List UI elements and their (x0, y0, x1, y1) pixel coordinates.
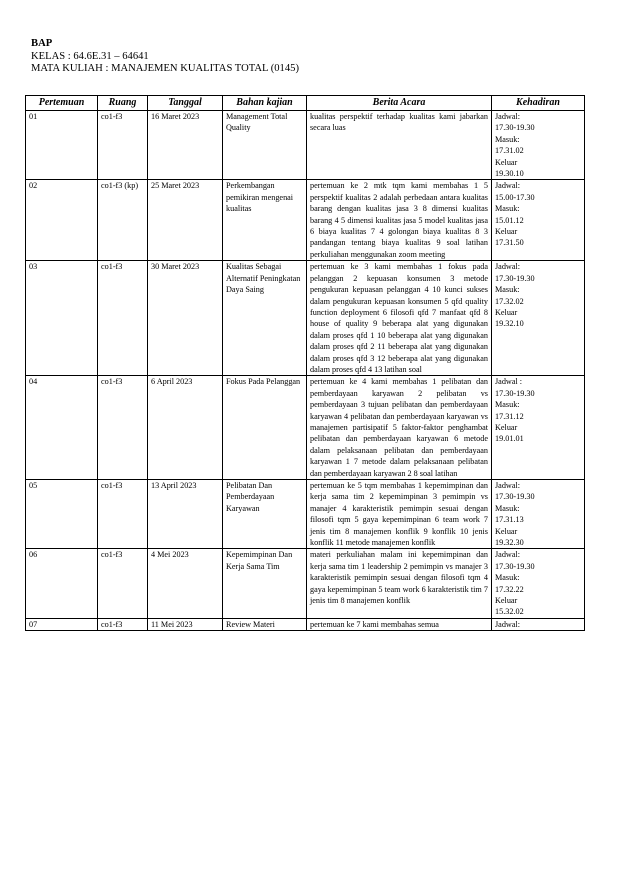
cell-bahan-kajian: Review Materi (223, 618, 307, 630)
cell-bahan-kajian: Pelibatan Dan Pemberdayaan Karyawan (223, 480, 307, 549)
col-header-ruang: Ruang (98, 96, 148, 111)
cell-kehadiran (492, 618, 585, 630)
cell-kehadiran (492, 111, 585, 180)
col-header-bahan-kajian: Bahan kajian (223, 96, 307, 111)
cell-ruang: co1-f3 (98, 480, 148, 549)
table-row (26, 618, 585, 630)
kehadiran-line: 17.31.50 (495, 238, 524, 248)
kehadiran-line: 19.30.10 (495, 169, 524, 179)
document-title: BAP (31, 38, 53, 49)
kehadiran-line: Masuk: (495, 285, 520, 295)
cell-berita-acara: kualitas perspektif terhadap kualitas kami jabarkan secara luas (307, 111, 492, 180)
table-row (26, 480, 585, 549)
cell-pertemuan: 04 (26, 376, 98, 480)
cell-pertemuan: 02 (26, 180, 98, 261)
cell-ruang: co1-f3 (98, 111, 148, 180)
cell-bahan-kajian: Perkembangan pemikiran mengenai kualitas (223, 180, 307, 261)
cell-bahan-kajian: Kualitas Sebagai Alternatif Peningkatan Daya Saing (223, 261, 307, 376)
cell-tanggal: 13 April 2023 (148, 480, 223, 549)
kehadiran-line: 19.32.10 (495, 319, 524, 329)
cell-pertemuan: 05 (26, 480, 98, 549)
cell-ruang: co1-f3 (98, 261, 148, 376)
kehadiran-line: 17.30-19.30 (495, 388, 535, 398)
table-row (26, 376, 585, 480)
cell-bahan-kajian: Management Total Quality (223, 111, 307, 180)
kehadiran-line: 17.32.22 (495, 584, 524, 594)
cell-berita-acara: pertemuan ke 4 kami membahas 1 pelibatan dan pemberdayaan karyawan 2 pelibatan vs pemberdayaan 3 tujuan pelibatan dan pemberdayaan karyawan 4 pelibatan dan pemberdayaan karyawan vs manajemen partisipatif 5 faktor-faktor penghambat pelibatan dan pemberdayaan karyawan 6 metode dalam pelaksanaan pelibatan dan pemberdayaan karyawan 1 7 metode dalam pelaksanaan pelibatan dan pemberdayaan karyawan 2 8 soal latihan (307, 376, 492, 480)
cell-kehadiran (492, 261, 585, 376)
kehadiran-line: Masuk: (495, 503, 520, 513)
kehadiran-line: Masuk: (495, 204, 520, 214)
kehadiran-line: Jadwal: (495, 619, 521, 629)
kehadiran-line: 17.30-19.30 (495, 273, 535, 283)
document-header (31, 38, 299, 76)
kehadiran-line: Masuk: (495, 400, 520, 410)
col-header-tanggal: Tanggal (148, 96, 223, 111)
kehadiran-line: Jadwal: (495, 181, 521, 191)
table-row (26, 111, 585, 180)
cell-berita-acara: materi perkuliahan malam ini kepemimpinan dan kerja sama tim 1 leadership 2 pemimpin vs manajer 3 karakteristik pemimpin sesuai dengan filosofi tqm 4 gaya kepemimpinan 5 team work 6 karakteristik tim 7 jenis tim 8 manajemen konflik (307, 549, 492, 618)
kehadiran-line: Keluar (495, 307, 518, 317)
cell-pertemuan: 07 (26, 618, 98, 630)
kehadiran-line: Keluar (495, 422, 518, 432)
kehadiran-line: Jadwal: (495, 262, 521, 272)
cell-ruang: co1-f3 (kp) (98, 180, 148, 261)
table-row (26, 261, 585, 376)
cell-tanggal: 30 Maret 2023 (148, 261, 223, 376)
kehadiran-line: Jadwal: (495, 112, 521, 121)
kehadiran-line: 17.31.02 (495, 146, 524, 156)
table-row (26, 549, 585, 618)
cell-pertemuan: 01 (26, 111, 98, 180)
cell-ruang: co1-f3 (98, 549, 148, 618)
cell-berita-acara: pertemuan ke 7 kami membahas semua (307, 618, 492, 630)
kehadiran-line: Masuk: (495, 134, 520, 144)
mata-kuliah-line: MATA KULIAH : MANAJEMEN KUALITAS TOTAL (0145) (31, 63, 299, 75)
kehadiran-line: Keluar (495, 596, 518, 606)
cell-berita-acara: pertemuan ke 3 kami membahas 1 fokus pada pelanggan 2 kepuasan konsumen 3 metode pengukuran kepuasan pelanggan 4 10 kunci sukses dalam pengukuran kepuasan konsumen 5 qfd quality function deployment 6 filosofi qfd 7 manfaat qfd 8 house of quality 9 beberapa alat yang digunakan dalam proses qfd 1 10 beberapa alat yang digunakan dalam proses qfd 2 11 beberapa alat yang digunakan dalam proses qfd 3 12 beberapa alat yang digunakan dalam proses qfd 4 13 latihan soal (307, 261, 492, 376)
kehadiran-line: Keluar (495, 157, 518, 167)
kehadiran-line: Masuk: (495, 573, 520, 583)
cell-tanggal: 25 Maret 2023 (148, 180, 223, 261)
kehadiran-line: 17.31.12 (495, 411, 524, 421)
kehadiran-line: 15.32.02 (495, 607, 524, 617)
cell-ruang: co1-f3 (98, 376, 148, 480)
kehadiran-line: 17.32.02 (495, 296, 524, 306)
kehadiran-line: Jadwal: (495, 550, 521, 560)
cell-ruang: co1-f3 (98, 618, 148, 630)
col-header-pertemuan: Pertemuan (26, 96, 98, 111)
col-header-kehadiran: Kehadiran (492, 96, 585, 111)
cell-bahan-kajian: Fokus Pada Pelanggan (223, 376, 307, 480)
table-header-row (26, 96, 585, 111)
cell-berita-acara: pertemuan ke 5 tqm membahas 1 kepemimpinan dan kerja sama tim 2 kepemimpinan 3 pemimpin vs manajer 4 karakteristik pemimpin sesuai dengan filosofi tqm 5 gaya kepemimpinan 6 team work 7 jenis tim 8 manajemen konflik 9 konflik 10 jenis konflik 11 metode manajemen konflik (307, 480, 492, 549)
col-header-berita-acara: Berita Acara (307, 96, 492, 111)
cell-tanggal: 11 Mei 2023 (148, 618, 223, 630)
cell-berita-acara: pertemuan ke 2 mtk tqm kami membahas 1 5 perspektif kualitas 2 adalah perbedaan antara kualitas barang dengan kualitas jasa 3 8 dimensi kualitas barang 4 5 dimensi kualitas jasa 5 model kualitas jasa 6 biaya kualitas 7 4 golongan biaya kualitas 8 3 pandangan tentang biaya kualitas 9 soal latihan perkuliahan menggunakan zoom meeting (307, 180, 492, 261)
cell-bahan-kajian: Kepemimpinan Dan Kerja Sama Tim (223, 549, 307, 618)
kehadiran-line: 17.30-19.30 (495, 561, 535, 571)
kehadiran-line: Jadwal: (495, 481, 521, 490)
cell-kehadiran (492, 180, 585, 261)
kelas-line: KELAS : 64.6E.31 – 64641 (31, 50, 149, 62)
cell-tanggal: 6 April 2023 (148, 376, 223, 480)
cell-tanggal: 4 Mei 2023 (148, 549, 223, 618)
cell-tanggal: 16 Maret 2023 (148, 111, 223, 180)
cell-kehadiran (492, 549, 585, 618)
kehadiran-line: 17.31.13 (495, 515, 524, 525)
kehadiran-line: Keluar (495, 227, 518, 237)
table-row (26, 180, 585, 261)
kehadiran-line: 17.30-19.30 (495, 123, 535, 133)
kehadiran-line: 19.32.30 (495, 538, 524, 548)
cell-kehadiran (492, 376, 585, 480)
cell-pertemuan: 03 (26, 261, 98, 376)
kehadiran-line: 15.00-17.30 (495, 192, 535, 202)
cell-kehadiran (492, 480, 585, 549)
cell-pertemuan: 06 (26, 549, 98, 618)
kehadiran-line: 17.30-19.30 (495, 492, 535, 502)
kehadiran-line: 15.01.12 (495, 215, 524, 225)
bap-table (25, 95, 585, 631)
kehadiran-line: Jadwal : (495, 377, 523, 387)
kehadiran-line: 19.01.01 (495, 434, 524, 444)
kehadiran-line: Keluar (495, 526, 518, 536)
